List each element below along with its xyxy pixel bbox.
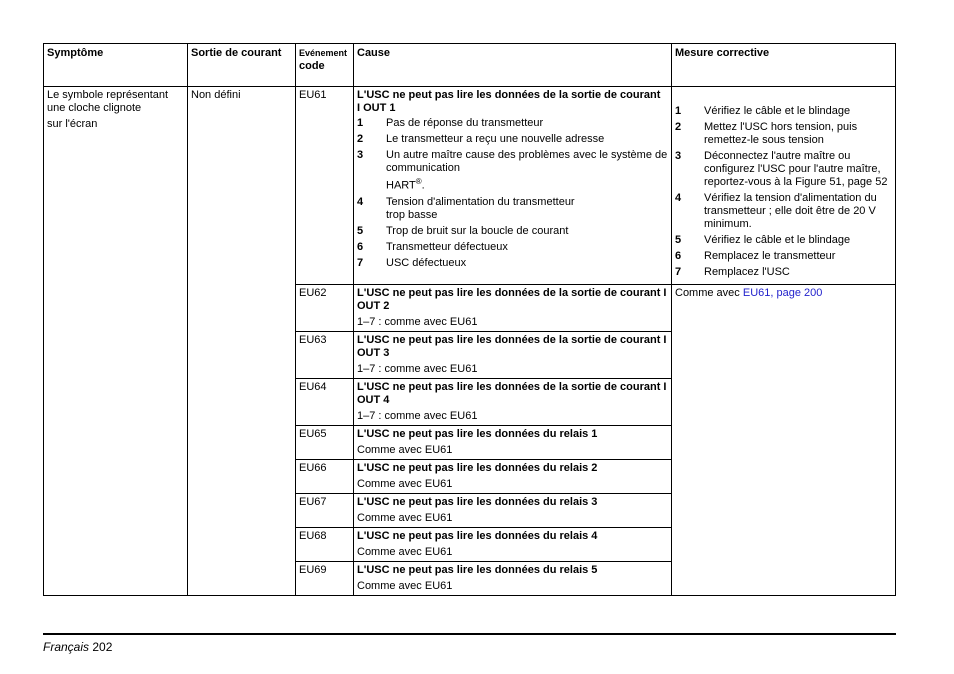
cause-title: L'USC ne peut pas lire les données du relais 4 [357, 530, 598, 542]
list-item: 7 USC défectueux [357, 256, 467, 269]
cause-cell [354, 285, 672, 332]
cause-cell [354, 528, 672, 562]
cause-cell [354, 460, 672, 494]
symptom-line: Le symbole représentant [47, 89, 169, 101]
list-item: 3 Un autre maître cause des problèmes avec le système de communication HART®. [357, 149, 668, 192]
cause-cell [354, 332, 672, 379]
shared-measure-prefix: Comme avec [675, 287, 743, 299]
list-item: 6 Transmetteur défectueux [357, 240, 508, 253]
cause-note: 1–7 : comme avec EU61 [357, 363, 478, 375]
troubleshooting-table [43, 43, 896, 596]
cause-note: Comme avec EU61 [357, 444, 453, 456]
page-number: 202 [92, 640, 113, 654]
list-item: 4 Tension d'alimentation du transmetteur trop basse [357, 195, 575, 221]
list-item: 2 Mettez l'USC hors tension, puis remettez-le sous tension [675, 121, 858, 146]
header-event-bottom: code [299, 60, 325, 72]
cause-cell [354, 87, 672, 285]
cause-note: 1–7 : comme avec EU61 [357, 410, 478, 422]
header-corrective: Mesure corrective [672, 44, 896, 87]
cause-note: 1–7 : comme avec EU61 [357, 316, 478, 328]
cause-cell [354, 426, 672, 460]
measure-list [675, 105, 892, 279]
list-item: 5 Vérifiez le câble et le blindage [675, 234, 851, 246]
eu61-page-link[interactable]: EU61, page 200 [742, 287, 823, 299]
code-cell: EU67 [296, 494, 354, 528]
code-cell: EU62 [296, 285, 354, 332]
page-footer [43, 640, 112, 654]
code-cell: EU61 [296, 87, 354, 285]
cause-title: I OUT 1 [357, 102, 396, 114]
code-cell: EU68 [296, 528, 354, 562]
list-item: 1 Pas de réponse du transmetteur [357, 117, 544, 129]
measure-cell [672, 87, 896, 285]
header-row [44, 44, 896, 87]
code-cell: EU64 [296, 379, 354, 426]
output-cell: Non défini [188, 87, 296, 596]
cause-cell [354, 562, 672, 596]
cause-note: Comme avec EU61 [357, 580, 453, 592]
footer-language: Français [43, 640, 90, 654]
list-item: 7 Remplacez l'USC [675, 266, 790, 278]
header-event-top: Evénement [299, 48, 348, 58]
cause-title: L'USC ne peut pas lire les données du relais 2 [357, 462, 598, 474]
code-cell: EU66 [296, 460, 354, 494]
cause-title: L'USC ne peut pas lire les données de la sortie de courant I OUT 3 [357, 334, 667, 359]
cause-title: L'USC ne peut pas lire les données du relais 1 [357, 428, 598, 440]
footer-divider [43, 633, 896, 635]
header-cause: Cause [354, 44, 672, 87]
cause-title: L'USC ne peut pas lire les données de la sortie de courant I OUT 4 [357, 381, 667, 406]
cause-title: L'USC ne peut pas lire les données du relais 3 [357, 496, 598, 508]
list-item: 2 Le transmetteur a reçu une nouvelle adresse [357, 133, 605, 145]
list-item: 3 Déconnectez l'autre maître ou configurez l'USC pour l'autre maître, reportez-vous à la Figure 51, page 52 [675, 150, 888, 188]
symptom-line: une cloche clignote [47, 102, 142, 114]
cause-cell [354, 379, 672, 426]
list-item: 6 Remplacez le transmetteur [675, 250, 836, 262]
cause-title: L'USC ne peut pas lire les données de la sortie de courant I OUT 2 [357, 287, 667, 312]
code-cell: EU69 [296, 562, 354, 596]
table-row-eu61 [44, 87, 896, 285]
symptom-cell [44, 87, 188, 596]
list-item: 5 Trop de bruit sur la boucle de courant [357, 224, 569, 237]
code-cell: EU63 [296, 332, 354, 379]
header-symptom: Symptôme [44, 44, 188, 87]
symptom-line: sur l'écran [47, 118, 98, 130]
cause-cell [354, 494, 672, 528]
shared-measure-cell [672, 285, 896, 596]
cause-list [357, 117, 668, 270]
header-current-output: Sortie de courant [188, 44, 296, 87]
code-cell: EU65 [296, 426, 354, 460]
cause-note: Comme avec EU61 [357, 512, 453, 524]
list-item: 1 Vérifiez le câble et le blindage [675, 105, 851, 117]
cause-note: Comme avec EU61 [357, 478, 453, 490]
list-item: 4 Vérifiez la tension d'alimentation du transmetteur ; elle doit être de 20 V minimum. [675, 192, 877, 230]
cause-title: L'USC ne peut pas lire les données du relais 5 [357, 564, 598, 576]
cause-note: Comme avec EU61 [357, 546, 453, 558]
header-event-code [296, 44, 354, 87]
cause-title: L'USC ne peut pas lire les données de la sortie de courant [357, 89, 661, 101]
